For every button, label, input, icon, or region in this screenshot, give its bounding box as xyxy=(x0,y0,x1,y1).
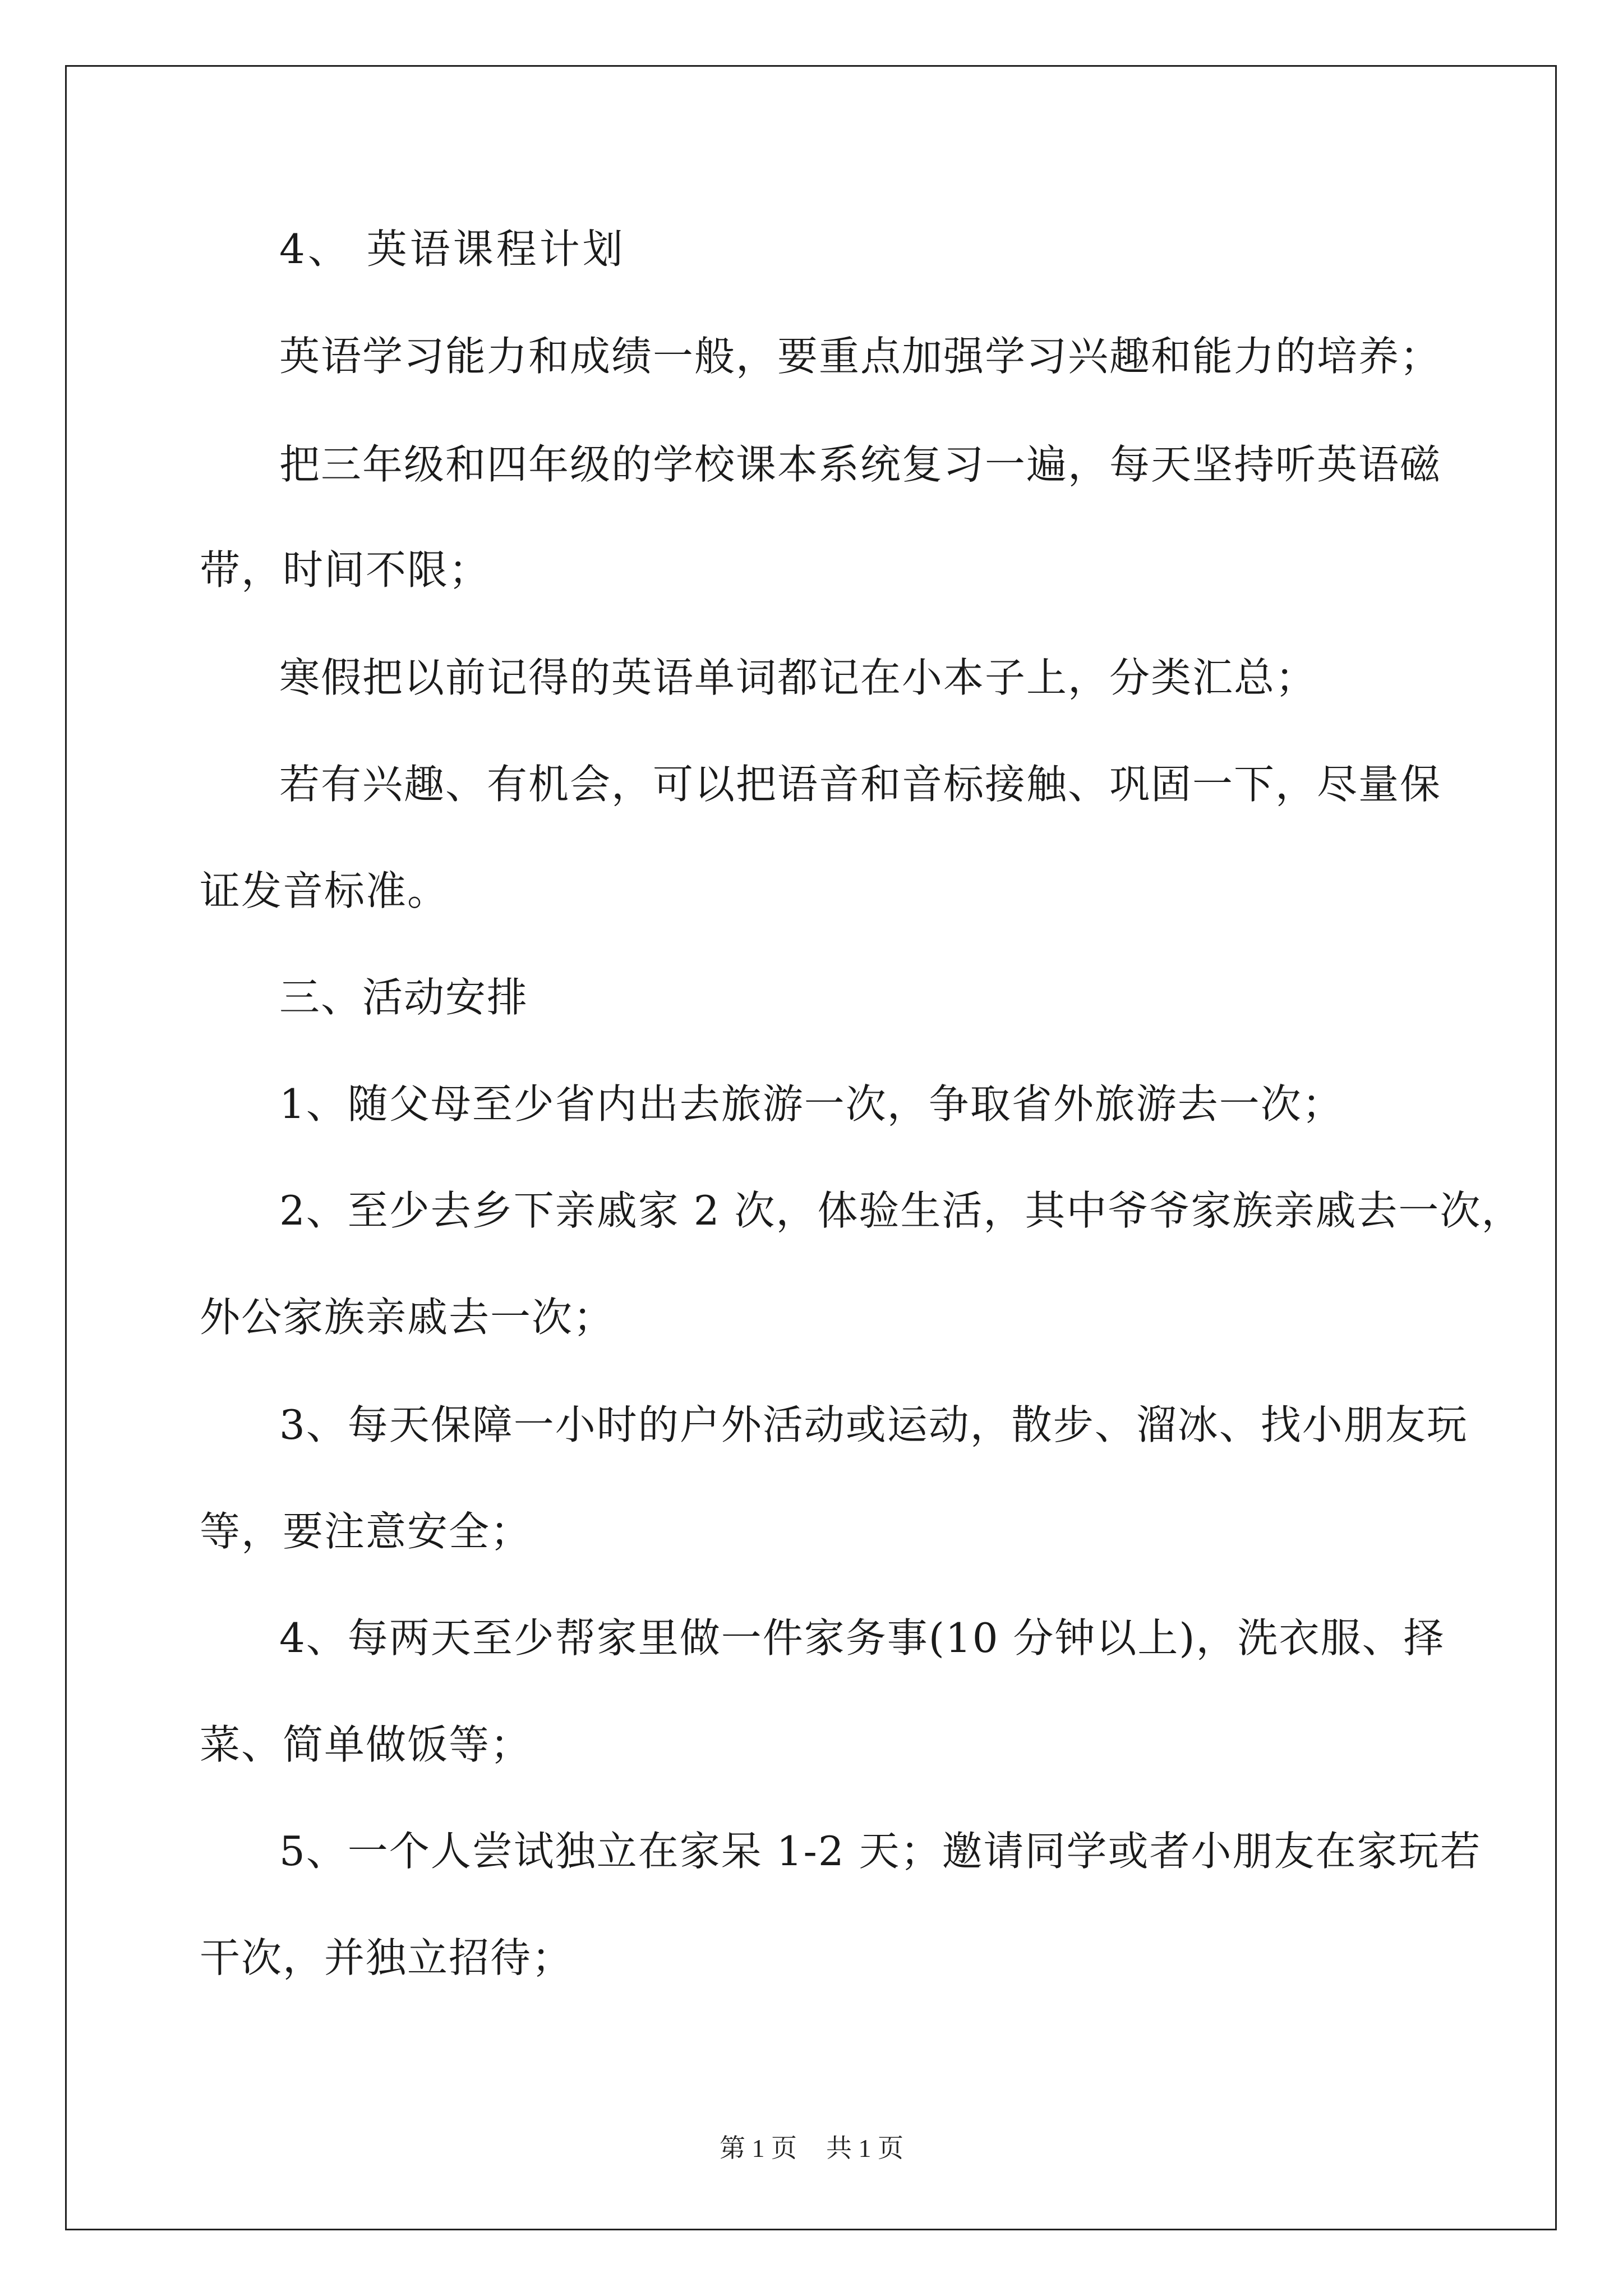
paragraph-line: 4、每两天至少帮家里做一件家务事(10 分钟以上)，洗衣服、择 xyxy=(279,1614,1445,1662)
section-heading-english-plan: 4、 英语课程计划 xyxy=(279,226,626,273)
paragraph-line: 若有兴趣、有机会，可以把语音和音标接触、巩固一下，尽量保 xyxy=(279,761,1442,808)
paragraph-line: 干次，并独立招待； xyxy=(200,1934,574,1981)
paragraph-line: 外公家族亲戚去一次； xyxy=(200,1294,615,1341)
paragraph-line: 等，要注意安全； xyxy=(200,1508,532,1555)
paragraph-line: 把三年级和四年级的学校课本系统复习一遍，每天坚持听英语磁 xyxy=(279,441,1442,488)
paragraph-line: 3、每天保障一小时的户外活动或运动，散步、溜冰、找小朋友玩 xyxy=(279,1401,1468,1448)
paragraph-line: 5、一个人尝试独立在家呆 1-2 天；邀请同学或者小朋友在家玩若 xyxy=(279,1828,1482,1875)
page-footer xyxy=(0,2132,1623,2165)
section-heading-activities: 三、活动安排 xyxy=(279,974,529,1021)
page-total: 共 1 页 xyxy=(826,2134,903,2162)
paragraph-line: 寒假把以前记得的英语单词都记在小本子上，分类汇总； xyxy=(279,654,1317,701)
paragraph-line: 证发音标准。 xyxy=(200,867,449,914)
page-number: 第 1 页 xyxy=(720,2134,797,2162)
page-border xyxy=(65,65,1557,2230)
paragraph-line: 带，时间不限； xyxy=(200,546,491,593)
paragraph-line: 1、随父母至少省内出去旅游一次，争取省外旅游去一次； xyxy=(279,1080,1344,1128)
paragraph-line: 菜、简单做饭等； xyxy=(200,1721,532,1768)
paragraph-line: 英语学习能力和成绩一般，要重点加强学习兴趣和能力的培养； xyxy=(279,333,1442,380)
paragraph-line: 2、至少去乡下亲戚家 2 次，体验生活，其中爷爷家族亲戚去一次， xyxy=(279,1187,1523,1234)
